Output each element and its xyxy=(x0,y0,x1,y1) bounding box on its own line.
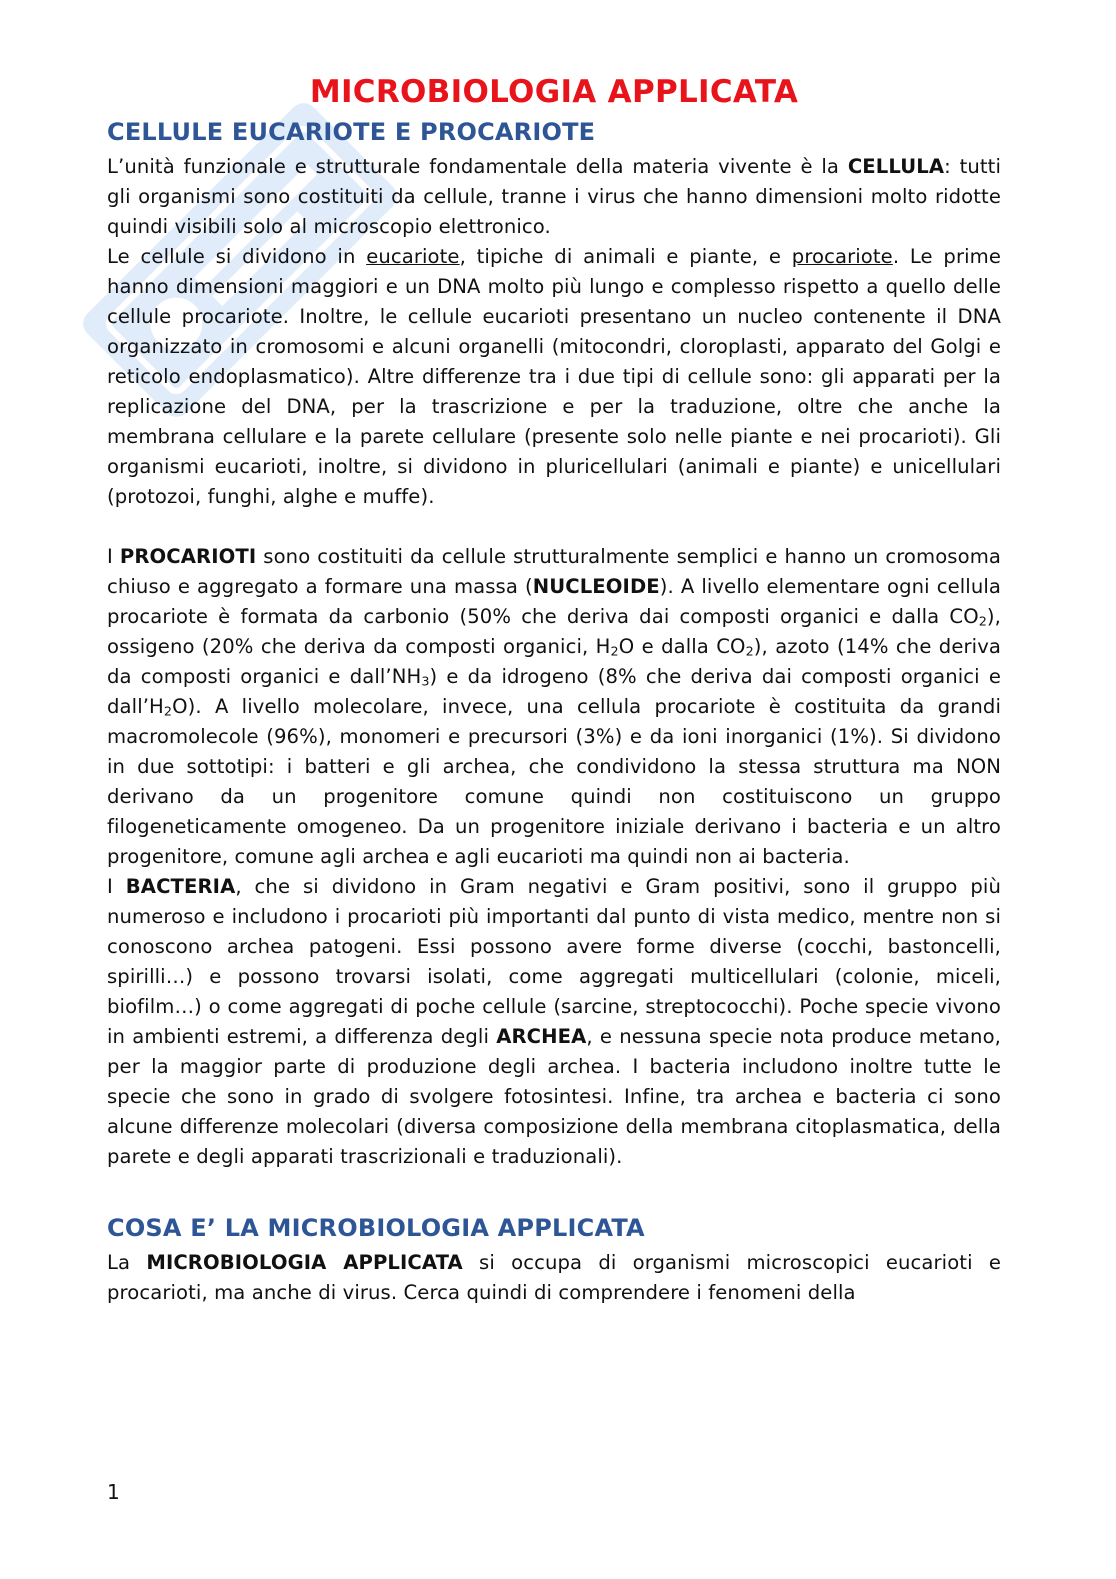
term-cellula: CELLULA xyxy=(847,155,945,178)
document-title: MICROBIOLOGIA APPLICATA xyxy=(309,74,799,110)
term-nucleoide: NUCLEOIDE xyxy=(532,575,660,598)
term-archea: ARCHEA xyxy=(496,1025,587,1048)
page-number: 1 xyxy=(107,1480,120,1504)
paragraph-microbiologia-applicata: La MICROBIOLOGIA APPLICATA si occupa di organismi microscopici eucarioti e procarioti, ma anche di virus. Cerca quindi di comprendere i fenomeni della xyxy=(107,1251,1002,1304)
section-heading-cellule: CELLULE EUCARIOTE E PROCARIOTE xyxy=(107,118,596,146)
paragraph-procarioti: I PROCARIOTI sono costituiti da cellule strutturalmente semplici e hanno un cromosoma chiuso e aggregato a formare una massa (NUCLEOIDE). A livello elementare ogni cellula procariote è formata da carbonio (50% che deriva dai composti organici e dalla $CO_2$), ossigeno (20% che deriva da composti organici, $H_2O$ e dalla $CO_2$), azoto (14% che deriva da composti organici e $dall’NH_3$) e da idrogeno (8% che deriva dai composti organici e $dall’H_2O$). A livello molecolare, invece, una cellula procariote è costituita da grandi macromolecole (96%), monomeri e precursori (3%) e da ioni inorganici (1%). Si dividono in due sottotipi: i batteri e gli archea, che condividono la stessa struttura ma NON derivano da un progenitore comune quindi non costituiscono un gruppo filogeneticamente omogeneo. Da un progenitore iniziale derivano i bacteria e un altro progenitore, comune agli archea e agli eucarioti ma quindi non ai bacteria. xyxy=(107,545,1002,868)
term-procariote: procariote xyxy=(791,245,893,268)
term-eucariote: eucariote xyxy=(366,245,460,268)
paragraph-bacteria: I BACTERIA, che si dividono in Gram negativi e Gram positivi, sono il gruppo più numeroso e includono i procarioti più importanti dal punto di vista medico, mentre non si conoscono archea patogeni. Essi possono avere forme diverse (cocchi, bastoncelli, spirilli…) e possono trovarsi isolati, come aggregati multicellulari (colonie, miceli, biofilm…) o come aggregati di poche cellule (sarcine, streptococchi). Poche specie vivono in ambienti estremi, a differenza degli ARCHEA, e nessuna specie nota produce metano, per la maggior parte di produzione degli archea. I bacteria includono inoltre tutte le specie che sono in grado di svolgere fotosintesi. Infine, tra archea e bacteria ci sono alcune differenze molecolari (diversa composizione della membrana citoplasmatica, della parete e degli apparati trascrizionali e traduzionali). xyxy=(107,875,1001,1168)
document-page xyxy=(107,72,1001,1308)
section-heading-microbiologia: COSA E’ LA MICROBIOLOGIA APPLICATA xyxy=(107,1214,645,1242)
term-microbiologia-applicata: MICROBIOLOGIA APPLICATA xyxy=(146,1251,463,1274)
paragraph-eucariote-procariote: Le cellule si dividono in eucariote, tipiche di animali e piante, e procariote. Le prime hanno dimensioni maggiori e un DNA molto più lungo e complesso rispetto a quello delle cellule procariote. Inoltre, le cellule eucarioti presentano un nucleo contenente il DNA organizzato in cromosomi e alcuni organelli (mitocondri, cloroplasti, apparato del Golgi e reticolo endoplasmatico). Altre differenze tra i due tipi di cellule sono: gli apparati per la replicazione del DNA, per la trascrizione e per la traduzione, oltre che anche la membrana cellulare e la parete cellulare (presente solo nelle piante e nei procarioti). Gli organismi eucarioti, inoltre, si dividono in pluricellulari (animali e piante) e unicellulari (protozoi, funghi, alghe e muffe). xyxy=(107,245,1002,508)
paragraph-cellula: L’unità funzionale e strutturale fondamentale della materia vivente è la CELLULA: tutti gli organismi sono costituiti da cellule, tranne i virus che hanno dimensioni molto ridotte quindi visibili solo al microscopio elettronico. xyxy=(107,155,1001,238)
term-procarioti: PROCARIOTI xyxy=(119,545,257,568)
term-bacteria: BACTERIA xyxy=(125,875,236,898)
